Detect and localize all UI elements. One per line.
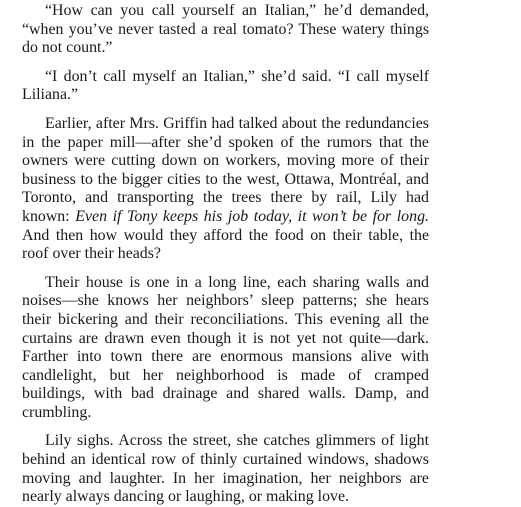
paragraph-3-text: Earlier, after Mrs. Griffin had talked about the redundancies in the paper mill—after she’d spoken of the rumors that the owners were cutting down on workers, moving more of their business to the bigger cities to the west, Ottawa, Montréal, and Toronto, and transporting the trees there by rail, Lily had known: [22,114,429,225]
paragraph-4 [22,274,429,423]
paragraph-3-italic-thought: Even if Tony keeps his job today, it won’t be for long. [75,207,429,225]
paragraph-5-text: Lily sighs. Across the street, she catches glimmers of light behind an identical row of thinly curtained windows, shadows moving and laughter. In her imagination, her neighbors are nearly always dancing or laughing, or making love. [22,432,429,506]
paragraph-2-text: “I don’t call myself an Italian,” she’d said. “I call myself Liliana.” [22,67,429,104]
paragraph-3 [22,115,429,264]
paragraph-3-text-end: And then how would they afford the food on their table, the roof over their heads? [22,226,429,263]
paragraph-1-text: “How can you call yourself an Italian,” he’d demanded, “when you’ve never tasted a real tomato? These watery things do not count.” [22,2,429,57]
book-page [22,2,429,507]
paragraph-4-text: Their house is one in a long line, each sharing walls and noises—she knows her neighbors’ sleep patterns; she hears their bickering and their reconciliations. This evening all the curtains are drawn even though it is not yet not quite—dark. Farther into town there are enormous mansions alive with candlelight, but her neighborhood is made of cramped buildings, with bad drainage and shared walls. Damp, and crumbling. [22,273,429,421]
paragraph-2 [22,68,429,105]
paragraph-5 [22,432,429,506]
paragraph-1 [22,2,429,58]
